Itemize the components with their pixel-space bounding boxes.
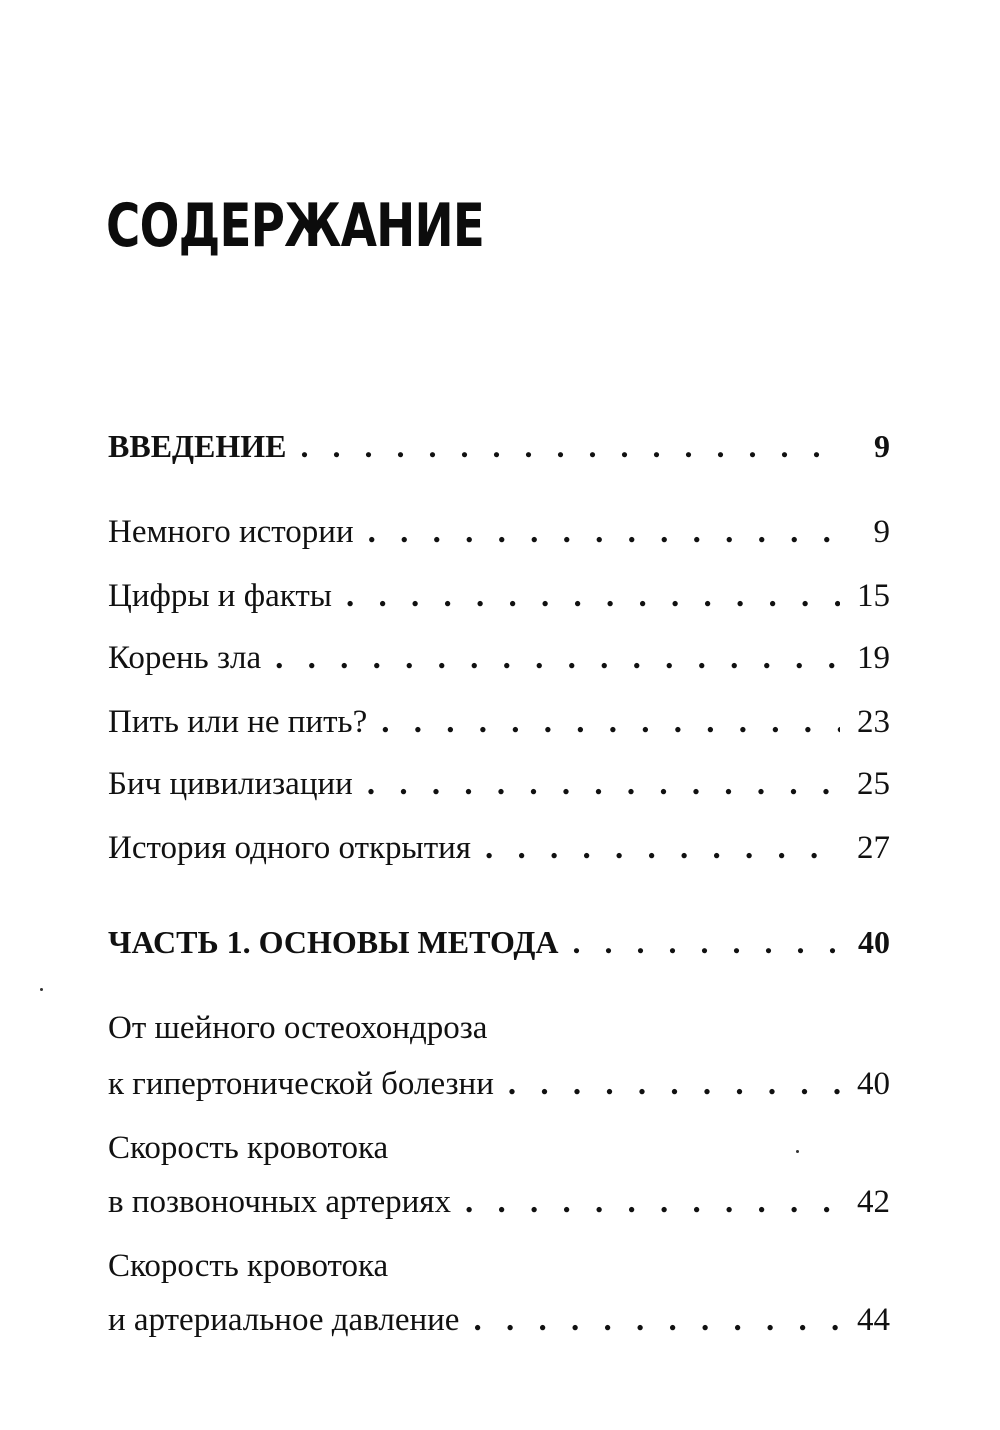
toc-page-number: 44 [857, 1302, 890, 1338]
toc-entry-title: Немного истории [108, 514, 354, 550]
print-speck [40, 988, 43, 991]
dot-leader [367, 764, 840, 804]
toc-entry-title: в позвоночных артериях [108, 1184, 451, 1220]
toc-section-intro[interactable] [108, 426, 890, 466]
toc-entry-title: История одного открытия [108, 830, 471, 866]
dot-leader [465, 1182, 840, 1222]
toc-page-number: 40 [857, 1066, 890, 1102]
toc-page-number: 15 [857, 578, 890, 614]
dot-leader [485, 828, 840, 868]
toc-entry[interactable] [108, 1300, 890, 1340]
page-title: СОДЕРЖАНИЕ [106, 191, 485, 261]
toc-entry[interactable] [108, 1182, 890, 1222]
toc-section-title: ВВЕДЕНИЕ [108, 428, 287, 464]
dot-leader [301, 426, 840, 466]
toc-entry-title: и артериальное давление [108, 1302, 460, 1338]
toc-entry-title-line1: Скорость кровотока [108, 1130, 389, 1166]
toc-entry-title: Пить или не пить? [108, 704, 368, 740]
dot-leader [368, 512, 840, 552]
dot-leader [346, 576, 840, 616]
dot-leader [381, 702, 840, 742]
toc-entry[interactable] [108, 638, 890, 678]
toc-entry[interactable] [108, 512, 890, 552]
toc-entry-title-line1: От шейного остеохондроза [108, 1010, 488, 1046]
toc-entry-title-line1: Скорость кровотока [108, 1248, 389, 1284]
dot-leader [508, 1064, 840, 1104]
toc-entry[interactable] [108, 764, 890, 804]
toc-section-part1[interactable] [108, 922, 890, 962]
toc-entry[interactable] [108, 702, 890, 742]
toc-entry-title: Цифры и факты [108, 578, 332, 614]
toc-page-number: 23 [857, 704, 890, 740]
dot-leader [572, 922, 840, 962]
toc-page-number: 40 [858, 924, 890, 960]
toc-page-number: 9 [874, 428, 890, 464]
dot-leader [473, 1300, 840, 1340]
toc-entry[interactable] [108, 1064, 890, 1104]
toc-entry-title: Бич цивилизации [108, 766, 353, 802]
toc-entry[interactable] [108, 828, 890, 868]
print-speck [796, 1150, 799, 1153]
toc-page-number: 9 [873, 514, 890, 550]
toc-page-number: 25 [857, 766, 890, 802]
toc-page-number: 42 [857, 1184, 890, 1220]
toc-entry[interactable] [108, 576, 890, 616]
toc-entry-title: Корень зла [108, 640, 262, 676]
toc-entry-title: к гипертонической болезни [108, 1066, 494, 1102]
toc-page-number: 27 [857, 830, 890, 866]
toc-page-number: 19 [857, 640, 890, 676]
dot-leader [275, 638, 840, 678]
toc-section-title: ЧАСТЬ 1. ОСНОВЫ МЕТОДА [108, 924, 559, 960]
